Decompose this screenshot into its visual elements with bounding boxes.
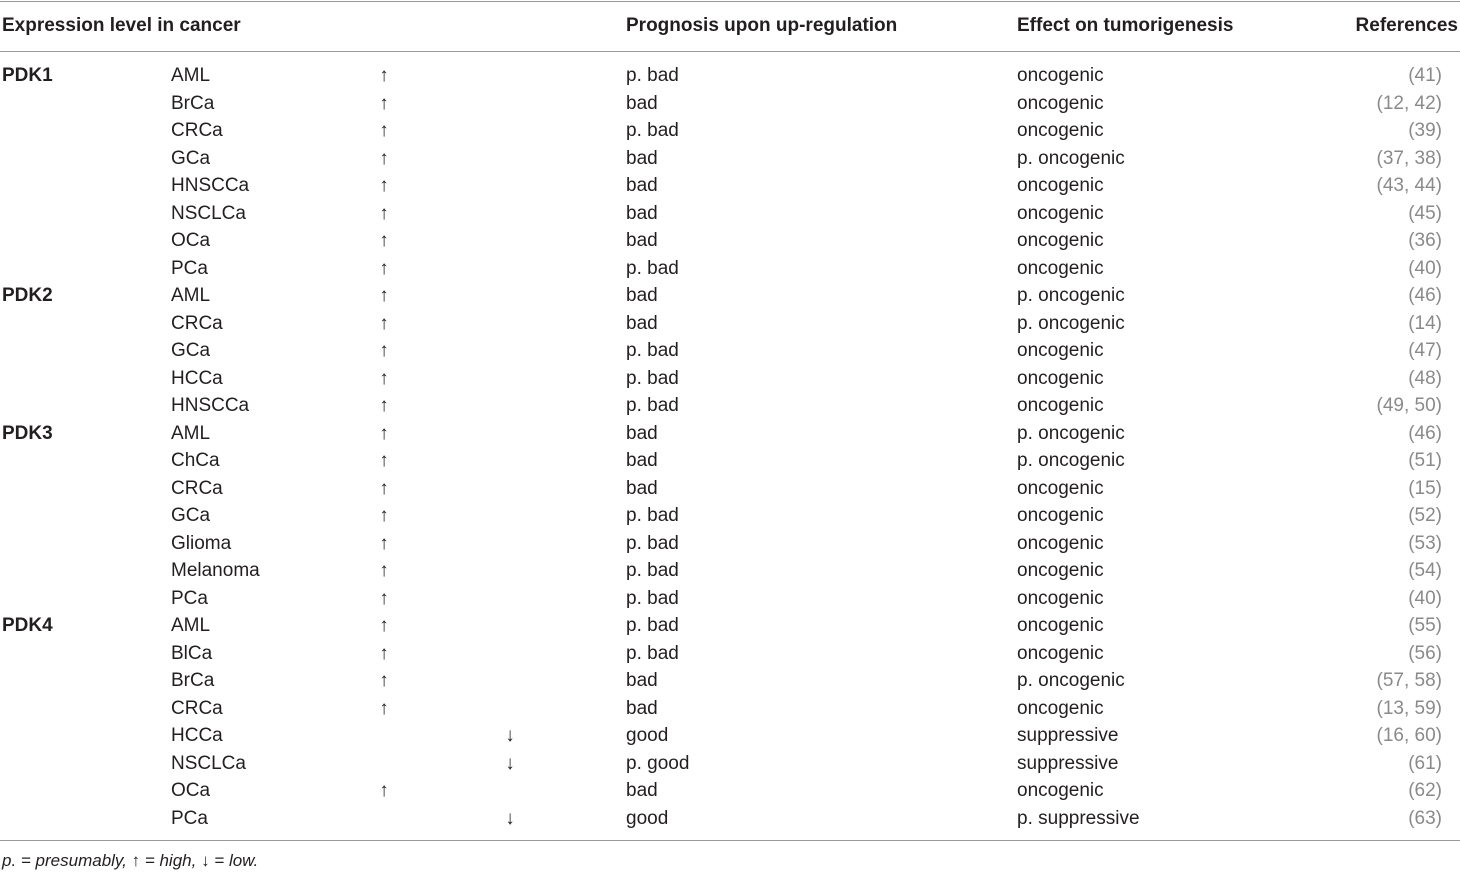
reference-link[interactable]: (51) <box>1408 450 1442 471</box>
high-expression-arrow: ↑ <box>379 175 389 196</box>
prognosis-cell: p. bad <box>626 120 679 141</box>
effect-cell: oncogenic <box>1017 92 1104 114</box>
effect-cell: oncogenic <box>1017 587 1104 609</box>
high-expression-arrow: ↑ <box>379 120 389 141</box>
cancer-type: HCCa <box>171 367 223 389</box>
effect-cell: oncogenic <box>1017 175 1104 196</box>
prognosis-cell: bad <box>626 312 658 334</box>
table-row <box>0 62 1460 90</box>
effect-cell: p. oncogenic <box>1017 312 1125 334</box>
prognosis-cell: good <box>626 725 669 746</box>
table-row <box>0 310 1460 338</box>
effect-cell: oncogenic <box>1017 202 1104 224</box>
cancer-type: NSCLCa <box>171 202 246 224</box>
reference-link[interactable]: (43, 44) <box>1376 175 1442 196</box>
reference-link[interactable]: (16, 60) <box>1376 725 1442 746</box>
cancer-type: CRCa <box>171 120 223 141</box>
table-row <box>0 805 1460 833</box>
effect-cell: oncogenic <box>1017 615 1104 636</box>
table-row <box>0 777 1460 805</box>
reference-link[interactable]: (15) <box>1408 477 1442 499</box>
high-expression-arrow: ↑ <box>379 587 389 609</box>
reference-link[interactable]: (37, 38) <box>1376 147 1442 169</box>
effect-cell: p. oncogenic <box>1017 147 1125 169</box>
high-expression-arrow: ↑ <box>379 65 389 86</box>
reference-link[interactable]: (52) <box>1408 505 1442 526</box>
effect-cell: oncogenic <box>1017 230 1104 251</box>
effect-cell: p. oncogenic <box>1017 422 1125 444</box>
reference-link[interactable]: (36) <box>1408 230 1442 251</box>
effect-cell: p. oncogenic <box>1017 285 1125 306</box>
high-expression-arrow: ↑ <box>379 285 389 306</box>
cancer-type: AML <box>171 422 211 444</box>
effect-cell: oncogenic <box>1017 395 1104 416</box>
table-body <box>0 62 1460 832</box>
effect-cell: suppressive <box>1017 725 1119 746</box>
table-row <box>0 365 1460 393</box>
prognosis-cell: bad <box>626 202 658 224</box>
table-row <box>0 640 1460 668</box>
cancer-type: ChCa <box>171 450 220 471</box>
table-row <box>0 145 1460 173</box>
high-expression-arrow: ↑ <box>379 780 389 801</box>
prognosis-cell: bad <box>626 175 658 196</box>
prognosis-cell: p. bad <box>626 340 679 361</box>
effect-cell: oncogenic <box>1017 505 1104 526</box>
table-row <box>0 475 1460 503</box>
reference-link[interactable]: (54) <box>1408 560 1442 581</box>
effect-cell: oncogenic <box>1017 257 1104 279</box>
pdk-group-label: PDK1 <box>2 65 53 86</box>
prognosis-cell: bad <box>626 147 658 169</box>
table-row <box>0 667 1460 695</box>
effect-cell: p. oncogenic <box>1017 670 1125 691</box>
table-row <box>0 557 1460 585</box>
table-row <box>0 420 1460 448</box>
high-expression-arrow: ↑ <box>379 230 389 251</box>
table-footnote: p. = presumably, ↑ = high, ↓ = low. <box>2 851 259 870</box>
effect-cell: p. suppressive <box>1017 807 1140 829</box>
reference-link[interactable]: (47) <box>1408 340 1442 361</box>
table-row <box>0 172 1460 200</box>
prognosis-cell: bad <box>626 92 658 114</box>
table-header <box>0 0 1460 52</box>
table-row <box>0 530 1460 558</box>
reference-link[interactable]: (46) <box>1408 422 1442 444</box>
prognosis-cell: bad <box>626 422 658 444</box>
cancer-type: Melanoma <box>171 560 260 581</box>
cancer-type: Glioma <box>171 532 232 554</box>
reference-link[interactable]: (46) <box>1408 285 1442 306</box>
prognosis-cell: p. good <box>626 752 690 774</box>
high-expression-arrow: ↑ <box>379 312 389 334</box>
reference-link[interactable]: (57, 58) <box>1376 670 1442 691</box>
prognosis-cell: p. bad <box>626 587 679 609</box>
table-row <box>0 90 1460 118</box>
high-expression-arrow: ↑ <box>379 477 389 499</box>
high-expression-arrow: ↑ <box>379 560 389 581</box>
low-expression-arrow: ↓ <box>505 725 515 746</box>
high-expression-arrow: ↑ <box>379 147 389 169</box>
cancer-type: OCa <box>171 230 211 251</box>
prognosis-cell: p. bad <box>626 532 679 554</box>
cancer-type: BrCa <box>171 92 215 114</box>
cancer-type: NSCLCa <box>171 752 246 774</box>
cancer-type: CRCa <box>171 477 223 499</box>
high-expression-arrow: ↑ <box>379 532 389 554</box>
table-header-rule <box>0 51 1460 52</box>
high-expression-arrow: ↑ <box>379 450 389 471</box>
low-expression-arrow: ↓ <box>505 752 515 774</box>
prognosis-cell: bad <box>626 285 658 306</box>
cancer-type: PCa <box>171 807 208 829</box>
reference-link[interactable]: (48) <box>1408 367 1442 389</box>
reference-link[interactable]: (40) <box>1408 257 1442 279</box>
prognosis-cell: bad <box>626 670 658 691</box>
pdk-group-label: PDK2 <box>2 285 53 306</box>
prognosis-cell: bad <box>626 477 658 499</box>
cancer-type: AML <box>171 285 211 306</box>
cancer-type: AML <box>171 65 211 86</box>
cancer-type: HNSCCa <box>171 395 250 416</box>
effect-cell: oncogenic <box>1017 780 1104 801</box>
reference-link[interactable]: (39) <box>1408 120 1442 141</box>
effect-cell: p. oncogenic <box>1017 450 1125 471</box>
high-expression-arrow: ↑ <box>379 670 389 691</box>
table-row <box>0 612 1460 640</box>
high-expression-arrow: ↑ <box>379 422 389 444</box>
cancer-type: OCa <box>171 780 211 801</box>
prognosis-cell: p. bad <box>626 615 679 636</box>
cancer-type: HCCa <box>171 725 223 746</box>
prognosis-cell: p. bad <box>626 642 679 664</box>
reference-link[interactable]: (40) <box>1408 587 1442 609</box>
table-row <box>0 200 1460 228</box>
reference-link[interactable]: (61) <box>1408 752 1442 774</box>
table-row <box>0 502 1460 530</box>
effect-cell: oncogenic <box>1017 560 1104 581</box>
table-row <box>0 392 1460 420</box>
reference-link[interactable]: (55) <box>1408 615 1442 636</box>
high-expression-arrow: ↑ <box>379 340 389 361</box>
table-row <box>0 585 1460 613</box>
header-expression: Expression level in cancer <box>2 15 241 36</box>
effect-cell: oncogenic <box>1017 65 1104 86</box>
high-expression-arrow: ↑ <box>379 367 389 389</box>
cancer-type: GCa <box>171 340 211 361</box>
effect-cell: oncogenic <box>1017 367 1104 389</box>
pdk-group-label: PDK4 <box>2 615 53 636</box>
cancer-type: PCa <box>171 587 208 609</box>
header-effect: Effect on tumorigenesis <box>1017 15 1234 36</box>
cancer-type: GCa <box>171 147 211 169</box>
effect-cell: oncogenic <box>1017 642 1104 664</box>
high-expression-arrow: ↑ <box>379 92 389 114</box>
cancer-type: PCa <box>171 257 208 279</box>
prognosis-cell: p. bad <box>626 560 679 581</box>
table-row <box>0 117 1460 145</box>
effect-cell: oncogenic <box>1017 477 1104 499</box>
cancer-type: BrCa <box>171 670 215 691</box>
reference-link[interactable]: (53) <box>1408 532 1442 554</box>
high-expression-arrow: ↑ <box>379 257 389 279</box>
reference-link[interactable]: (63) <box>1408 807 1442 829</box>
cancer-type: AML <box>171 615 211 636</box>
prognosis-cell: p. bad <box>626 505 679 526</box>
low-expression-arrow: ↓ <box>505 807 515 829</box>
high-expression-arrow: ↑ <box>379 395 389 416</box>
reference-link[interactable]: (41) <box>1408 65 1442 86</box>
pdk-group-label: PDK3 <box>2 422 53 444</box>
table-row <box>0 750 1460 778</box>
header-prognosis: Prognosis upon up-regulation <box>626 15 898 36</box>
table-row <box>0 695 1460 723</box>
table-row <box>0 227 1460 255</box>
prognosis-cell: p. bad <box>626 257 679 279</box>
cancer-type: CRCa <box>171 312 223 334</box>
table-row <box>0 337 1460 365</box>
high-expression-arrow: ↑ <box>379 642 389 664</box>
prognosis-cell: bad <box>626 780 658 801</box>
effect-cell: suppressive <box>1017 752 1119 774</box>
reference-link[interactable]: (49, 50) <box>1376 395 1442 416</box>
table-bottom-rule <box>0 840 1460 841</box>
prognosis-cell: bad <box>626 230 658 251</box>
reference-link[interactable]: (12, 42) <box>1376 92 1442 114</box>
reference-link[interactable]: (14) <box>1408 312 1442 334</box>
prognosis-cell: p. bad <box>626 367 679 389</box>
high-expression-arrow: ↑ <box>379 697 389 719</box>
cancer-type: HNSCCa <box>171 175 250 196</box>
table-row <box>0 282 1460 310</box>
cancer-type: CRCa <box>171 697 223 719</box>
high-expression-arrow: ↑ <box>379 505 389 526</box>
table-row <box>0 255 1460 283</box>
table-row <box>0 447 1460 475</box>
effect-cell: oncogenic <box>1017 697 1104 719</box>
cancer-type: BlCa <box>171 642 213 664</box>
table-row <box>0 722 1460 750</box>
reference-link[interactable]: (62) <box>1408 780 1442 801</box>
high-expression-arrow: ↑ <box>379 615 389 636</box>
effect-cell: oncogenic <box>1017 340 1104 361</box>
effect-cell: oncogenic <box>1017 532 1104 554</box>
reference-link[interactable]: (45) <box>1408 202 1442 224</box>
prognosis-cell: good <box>626 807 669 829</box>
reference-link[interactable]: (56) <box>1408 642 1442 664</box>
reference-link[interactable]: (13, 59) <box>1376 697 1442 719</box>
prognosis-cell: bad <box>626 697 658 719</box>
prognosis-cell: p. bad <box>626 65 679 86</box>
prognosis-cell: p. bad <box>626 395 679 416</box>
effect-cell: oncogenic <box>1017 120 1104 141</box>
prognosis-cell: bad <box>626 450 658 471</box>
high-expression-arrow: ↑ <box>379 202 389 224</box>
cancer-type: GCa <box>171 505 211 526</box>
header-references: References <box>1355 15 1458 36</box>
